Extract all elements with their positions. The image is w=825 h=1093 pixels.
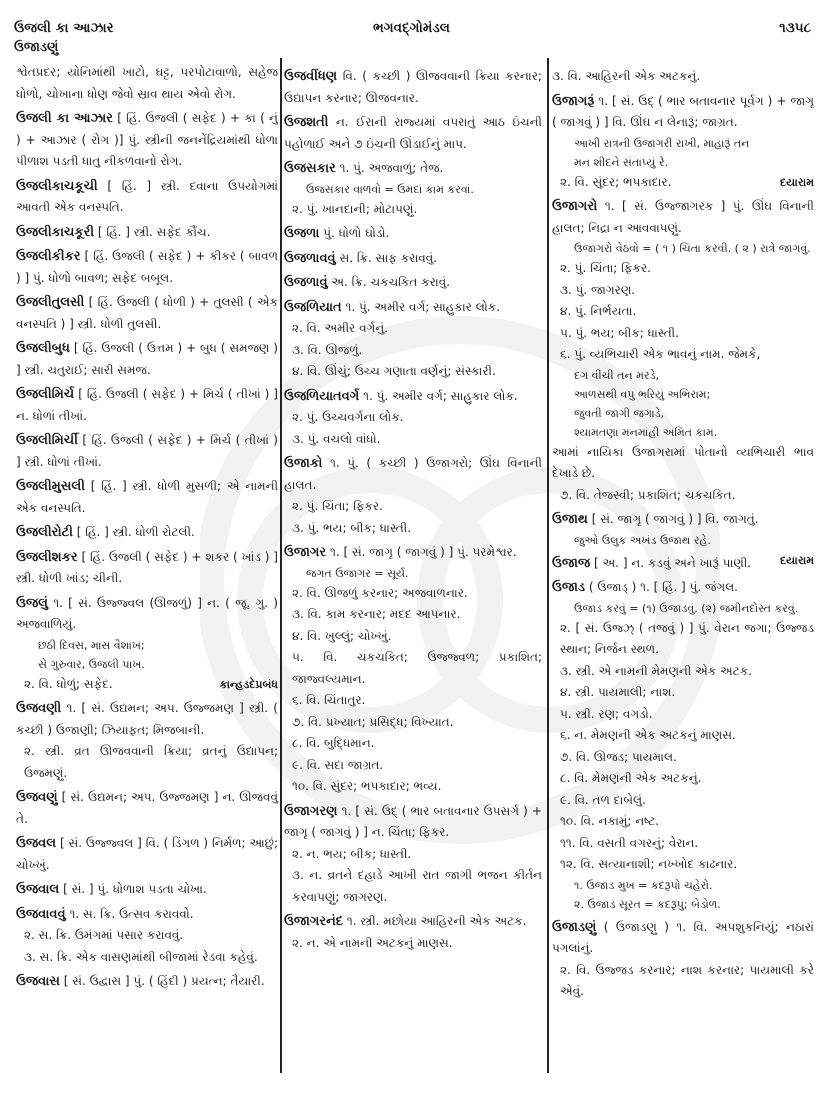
sub-sense: ૭. વિ. તેજસ્વી; પ્રકાશિત; ચકચકિત. <box>560 487 736 502</box>
definition: [ સં. ઉદ્યમન; અપ. ઉજ્જમણ ] ન. ઊજવવું તે. <box>16 790 278 826</box>
sub-sense: ૮. વિ. મેમણની એક અટકનું. <box>560 771 702 785</box>
dictionary-entry <box>284 911 542 954</box>
quotation-line: ઉજાડ કરવું = (૧) ઉજાડવું. (૨) જમીનદોસ્ત કરવું. <box>574 601 799 615</box>
page-header <box>12 20 811 42</box>
idiom-line: ૧. ઉજાડ મુખ = કદરૂપો ચહેરો. <box>574 878 713 892</box>
headword: ઉજાડણું <box>552 919 597 935</box>
dictionary-entry <box>284 542 542 798</box>
dictionary-entry <box>16 833 278 876</box>
headword: ઉજવાવવું <box>16 906 66 922</box>
quotation-line: જગત ઉજાગર = સૂર્ય. <box>306 566 409 580</box>
sub-sense: ૧૨. વિ. સત્યાનાશી; નખ્ખોદ કાઢનાર. <box>560 857 738 871</box>
dictionary-entry <box>16 522 278 544</box>
headword: ઉજલીબુધ <box>16 341 70 356</box>
headword: ઉજવલ <box>16 836 57 851</box>
dictionary-entry <box>284 248 542 270</box>
headword: ઉજલીમુસલી <box>16 479 85 494</box>
definition: [ હિં. ઉજલી ( ધોળી ) + તુલસી ( એક વનસ્પતિ ) ] સ્ત્રી. ધોળી તુલસી. <box>16 295 278 331</box>
quotation-line: ઉજાગરો વેઠવો = ( ૧ ) ચિંતા કરવી. ( ૨ ) રાત્રે જાગવું. <box>574 242 811 255</box>
dictionary-entry <box>284 297 542 383</box>
dictionary-entry <box>16 62 278 105</box>
sub-sense: ૨. પું. ચિંતા; ફિકર. <box>560 261 651 275</box>
dictionary-entry <box>16 593 278 696</box>
definition: ૧. પું. ( કચ્છી ) ઉજાગરો; ઊંઘ વિનાની હાલત. <box>284 456 542 492</box>
book-title: ભગવદ્ગોમંડલ <box>373 20 450 36</box>
definition: [ હિં. ઉજલી ( સફેદ ) + કા ( નું ) + આઝાર ( રોગ )] પું. સ્ત્રીની જનનેંદ્રિયમાંથી ધોળા પીળાશ પડતી ધાતુ નીકળવાનો રોગ. <box>16 111 278 168</box>
dictionary-entry <box>16 787 278 830</box>
dictionary-entry <box>16 292 278 335</box>
sub-sense: ૩. સ. ક્રિ. એક વાસણમાંથી બીજામાં રેડવા કહેવું. <box>24 949 258 964</box>
headword: ઉજશતી <box>284 115 329 130</box>
quotation-line: છઠી દિવસ, માસ વૈશાખ; <box>38 638 145 652</box>
sub-sense: ૬. વિ. ચિંતાતુર. <box>292 693 366 707</box>
definition: [ હિં. ઉજલી ( સફેદ ) + શકર ( ખાંડ ) ] સ્ત્રી. ધોળી ખાંડ; ચીની. <box>16 549 278 585</box>
definition: ૧. પું. અમીર વર્ગ; સાહુકાર લોક. <box>363 388 518 403</box>
headword: ઉજાગરૂં <box>552 93 595 109</box>
headword: ઉજલીમિર્ચ <box>16 387 75 402</box>
definition: ૧. પું. અજવાળું; તેજ. <box>339 161 444 175</box>
running-head-left: ઉજલી કા આઝાર <box>14 20 114 36</box>
definition: [ હિં. ઉજલી ( ઉત્તમ ) + બુધ ( સમજણ ) ] સ્ત્રી. ચતુરાઈ; સારી સમજ. <box>16 341 278 377</box>
definition: શ્વેતપ્રદર; યોનિમાંથી ખાટો, ઘટ્ટ, પરપોટાવાળો, સહેજ ધોળો, ચોખાના ધોણ જેવો સ્રાવ થાય એવો રોગ. <box>16 65 278 101</box>
dictionary-entry <box>552 577 814 914</box>
dictionary-entry <box>16 476 278 519</box>
idiom-line: ૨. ઉજાડ સૂરત = કદરૂપું; બેડોળ. <box>574 897 721 911</box>
quotation-source: દયારામ <box>779 175 814 189</box>
headword: ઉજલીતુલસી <box>16 295 85 310</box>
headword: ઉજવાલ <box>16 882 60 897</box>
sub-sense: ૨. વિ. ધોળું; સફેદ. <box>24 676 113 691</box>
dictionary-entry <box>284 223 542 245</box>
sub-sense: ૫. સ્ત્રી. રણ; વગડો. <box>560 706 653 721</box>
definition: [ હિં. ] સ્ત્રી. ધોળી મુસળી; એ નામની એક વનસ્પતિ. <box>16 479 278 515</box>
quotation-source: કાન્હડદેપ્રબંધ <box>219 677 278 691</box>
sub-sense: ૨. ન. એ નામની અટકનું માણસ. <box>292 935 453 950</box>
definition: ( ઉજાડણુ ) ૧. વિ. અપશુકનિયું; નઠારાં પગલાંનું. <box>552 919 814 955</box>
sub-sense: ૨. વિ. સુંદર; ભપકાદાર. <box>560 174 672 189</box>
sub-sense: ૭. વિ. પ્રખ્યાત; પ્રસિદ્ધ; વિખ્યાત. <box>292 714 454 729</box>
headword: ઉજળિયાત <box>284 299 342 315</box>
definition: [ હિં. ] સ્ત્રી. સફેદ કૌંચ. <box>97 224 211 239</box>
headword: ઉજાગર <box>284 545 327 560</box>
dictionary-entry <box>284 386 542 451</box>
column-2 <box>284 66 542 957</box>
definition: ૧. [ સં. જાગૃ ( જાગવું ) ] પું. પરમેશ્વર. <box>329 545 517 559</box>
definition: ૧. [ સં. ઉદ્ ( ભાર બતાવનાર પૂર્વગ ) + જાગૃ ( જાગવું ) ] વિ. ઊંઘ ન લેનારૂં; જાગ્રત. <box>552 93 814 129</box>
dictionary-entry <box>16 698 278 784</box>
sub-sense: ૪. વિ. ઊંચું; ઉચ્ચ ગણાતા વર્ણનું; સંસ્કારી. <box>292 364 496 378</box>
sub-sense: ૧૦. વિ. સુંદર; ભપકાદાર; ભવ્ય. <box>292 779 442 793</box>
headword: ઉજવણી <box>16 701 62 716</box>
running-head-sub: ઉજાડણું <box>14 40 59 55</box>
sub-sense: ૨. પું. ચિંતા; ફિકર. <box>292 499 383 513</box>
definition: સ. ક્રિ. સાફ કરાવવું. <box>339 250 438 265</box>
definition: ૧. સ્ત્રી. મછોયા આહિરની એક અટક. <box>346 914 527 928</box>
definition: ૧. સ. ક્રિ. ઉત્સવ કરાવવો. <box>69 906 194 921</box>
quotation-line: જુઓ ઉલુક અખંડ ઉજાથ રહે. <box>574 533 711 547</box>
sub-sense: ૨. વિ. અમીર વર્ગનું. <box>292 321 389 335</box>
sub-sense: ૨. પું. ઉચ્ચવર્ગના લોક. <box>292 410 404 424</box>
headword: ઉજાથ <box>552 512 588 527</box>
headword: ઉજલીશકર <box>16 549 78 565</box>
quotation-line: મન શીદને સંતાપ્યું રે. <box>574 155 669 169</box>
dictionary-entry <box>16 971 278 993</box>
sub-sense: ૭. વિ. ઊજડ; પાયમાલ. <box>560 749 677 764</box>
sub-sense: ૧૦. વિ. નકામું; નષ્ટ. <box>560 814 660 828</box>
quotation-line: સે ગુરુવાર, ઉજલી પાખ. <box>38 657 145 671</box>
sub-sense: ૩. વિ. ઊજળું. <box>292 342 363 357</box>
headword: ઉજાજ <box>552 555 591 571</box>
headword: ઉજળિયાતવર્ગ <box>284 388 360 404</box>
sub-sense: ૪. પું. નિર્ભયતા. <box>560 304 637 318</box>
dictionary-entry <box>284 112 542 155</box>
definition: [ અ. ] ન. કડવું અને ખારૂં પાણી. <box>594 555 752 570</box>
verse-line: આળસથી વપુ ભરિયું અભિરામ; <box>574 387 711 401</box>
definition: પું. ધોળો ઘોડો. <box>323 226 390 240</box>
dictionary-entry <box>284 453 542 539</box>
headword: ઉજલીકીકર <box>16 249 81 264</box>
sub-sense: ૯. વિ. સદા જાગ્રત. <box>292 757 384 772</box>
dictionary-entry <box>16 547 278 590</box>
dictionary-entry <box>16 222 278 244</box>
sub-sense: ૩. સ્ત્રી. એ નામની મેમણની એક અટક. <box>560 663 752 678</box>
sub-sense: ૬. ન. મેમણની એક અટકનું માણસ. <box>560 728 736 742</box>
headword: ઉજળાવું <box>284 275 328 290</box>
sub-sense: ૨. પું. ખાનદાની; મોટાપણું. <box>292 201 418 216</box>
definition: ૧. [ સં. ઉજ્જ્વલ (ઊજળું) ] ન. ( જૂ. ગુ. ) અજવાળિયું. <box>16 595 278 631</box>
definition: [ સં. ] પું. ધોળાશ પડતા ચોખા. <box>63 882 207 896</box>
dictionary-entry <box>16 879 278 901</box>
definition: ( ઉજાડ્ ) ૧. [ હિં. ] પું. જંગલ. <box>588 580 738 594</box>
verse-line: શ્યામતણા મનમાંહી અમિત કામ. <box>574 425 718 439</box>
dictionary-entry <box>552 66 814 88</box>
definition: [ હિં. ઉજલી ( સફેદ ) + મિર્ચ ( તીખાં ) ] સ્ત્રી. ધોળાં તીખાં. <box>16 433 278 469</box>
definition: [ હિં. ] સ્ત્રી. ધોળી રોટલી. <box>76 525 195 539</box>
sub-sense: ૪. સ્ત્રી. પાયમાલી; નાશ. <box>560 685 676 699</box>
sub-sense: ૩. પું. ભય; બીક; ધાસ્તી. <box>292 520 412 535</box>
column-3 <box>552 66 814 1006</box>
definition: [ સં. ઉદ્વાસ ] પું. ( હિંદી ) પ્રયત્ન; તૈયારી. <box>63 974 265 988</box>
headword: ઉજલી કા આઝાર <box>16 111 113 126</box>
definition: અ. ક્રિ. ચકચકિત કરાવું. <box>331 275 451 289</box>
definition: [ સં. જાગૃ ( જાગવું ) ] વિ. જાગતું. <box>591 512 759 526</box>
sub-sense: ૧૧. વિ. વસતી વગરનું; વેરાન. <box>560 835 699 850</box>
sub-sense: ૩. પું. જાગરણ. <box>560 282 636 297</box>
headword: ઉજલીકાચકૂરી <box>16 224 95 240</box>
headword: ઉજવીંધણ <box>284 69 338 84</box>
definition: [ હિં. ઉજલી ( સફેદ ) + મિર્ચ ( તીખાં ) ] ન. ધોળાં તીખાં. <box>16 387 278 423</box>
note: આમાં નાયિકા ઉજાગરામાં પોતાનો વ્યભિચારી ભાવ દેખાડે છે. <box>552 444 814 480</box>
dictionary-entry <box>552 91 814 194</box>
sub-sense: ૨. સ. ક્રિ. ઉમંગમાં પસાર કરાવવું. <box>24 928 184 942</box>
definition: [ હિં. ઉજલી ( સફેદ ) + કીકર ( બાવળ ) ] પું. ધોળો બાવળ; સફેદ બબૂલ. <box>16 249 278 285</box>
sub-sense: ૫. પું. ભય; બીક; ધાસ્તી. <box>560 325 679 340</box>
column-divider <box>280 58 282 1073</box>
dictionary-entry <box>552 553 814 575</box>
headword: ઉજાડ <box>552 580 586 595</box>
sub-sense: ૮. વિ. બુદ્ધિમાન. <box>292 736 375 750</box>
headword: ઉજાગરનંદ <box>284 914 344 929</box>
column-divider <box>547 58 549 1073</box>
column-1 <box>16 62 278 996</box>
definition: [ હિં. ] સ્ત્રી. દવાના ઉપયોગમાં આવતી એક વનસ્પતિ. <box>16 178 278 214</box>
quotation-source: દયારામ <box>779 553 814 567</box>
definition: વિ. ( કચ્છી ) ઊજવવાની ક્રિયા કરનાર; ઉદ્યાપન કરનાર; ઊજવનાર. <box>284 69 542 105</box>
headword: ઉજાગરણ <box>284 803 338 819</box>
dictionary-entry <box>16 338 278 381</box>
headword: ઉજલીરોટી <box>16 525 73 540</box>
sub-sense: ૫. વિ. ચકચકિત; ઉજ્જ્વળ; પ્રકાશિત; જાજ્વલ્યમાન. <box>292 650 542 686</box>
verse-line: દગ વીંચી તન મરડે, <box>574 368 660 382</box>
definition: ન. ઈરાની રાજ્યમાં વપરાતું આઠ ઇંચની પહોળાઈ અને ૭ ઇંચની ઊંડાઈનું માપ. <box>284 115 542 151</box>
dictionary-entry <box>16 904 278 969</box>
sub-sense: ૯. વિ. તળ દાબેલું. <box>560 792 646 807</box>
page-number: ૧૩૫૮ <box>779 20 811 36</box>
sub-sense: ૩. પું. વચલો વાંધો. <box>292 431 381 446</box>
dictionary-entry <box>552 196 814 506</box>
dictionary-entry <box>284 272 542 294</box>
dictionary-entry <box>16 108 278 173</box>
headword: ઉજલીમિર્ચી <box>16 433 78 448</box>
headword: ઉજાગરો <box>552 199 598 214</box>
dictionary-entry <box>16 246 278 289</box>
dictionary-entry <box>284 801 542 909</box>
quotation-line: આખી રાત્રની ઉજાગરી રાખી, માહારૂં તન <box>574 136 750 150</box>
verse-line: જુવતી જાગી જગાડે, <box>574 406 665 420</box>
headword: ઉજલીકાચકૂચી <box>16 178 98 194</box>
sub-sense: ૪. વિ. ખુલ્લું; ચોખ્ખું. <box>292 628 392 643</box>
sub-sense: ૨. ન. ભય; બીક; ધાસ્તી. <box>292 846 412 861</box>
quotation-line: ઉજસકાર વાળવો = ઉમદાં કામ કરવાં. <box>306 182 474 196</box>
headword: ઉજળા <box>284 226 320 241</box>
sub-sense: ૬. પું. વ્યભિચારી એક ભાવનું નામ. જેમકે, <box>560 347 761 361</box>
sub-sense: ૨. વિ. ઊજળું કરનાર; અજવાળનાર. <box>292 585 468 600</box>
headword: ઉજસકાર <box>284 161 336 176</box>
definition: ૧. [ સં. ઉદ્યમન; અપ. ઉજ્જમણ ] સ્ત્રી. ( કચ્છી ) ઉજાણી; ઝિયાફત; મિજબાની. <box>16 701 278 737</box>
headword: ઉજાકો <box>284 456 323 471</box>
sub-sense: ૨. વિ. ઉજ્જડ કરનાર; નાશ કરનાર; પાયમાલી કરે એવું. <box>560 962 814 998</box>
dictionary-entry <box>16 430 278 473</box>
sub-sense: ૩. વિ. કામ કરનાર; મદદ આપનાર. <box>292 607 461 621</box>
definition: ૧. પું. અમીર વર્ગ; સાહુકાર લોક. <box>345 299 501 314</box>
dictionary-entry <box>552 917 814 1003</box>
headword: ઉજળાવવું <box>284 250 336 266</box>
headword: ઉજવણું <box>16 790 58 805</box>
dictionary-entry <box>16 384 278 427</box>
dictionary-entry <box>284 158 542 220</box>
dictionary-entry <box>284 66 542 109</box>
definition: [ સં. ઉજ્જ્વલ ] વિ. ( ડિંગળ ) નિર્મળ; આછું; ચોખ્ખું. <box>16 836 278 872</box>
sub-sense: ૨. [ સં. ઉજ્ઝ્ ( તજવું ) ] પું. વેરાન જગા; ઉજ્જડ સ્થાન; નિર્જન સ્થળ. <box>560 620 814 656</box>
dictionary-entry <box>16 176 278 219</box>
headword: ઉજલું <box>16 595 48 611</box>
definition: ૧. [ સં. ઉદ્ ( ભાર બતાવનાર ઉપસર્ગ ) + જાગૃ ( જાગવું ) ] ન. ચિંતા; ફિકર. <box>284 803 542 839</box>
headword: ઉજવાસ <box>16 974 60 989</box>
sub-sense: ૩. ન. વ્રતને દહાડે આખી રાત જાગી ભજન કીર્તન કરવાપણું; જાગરણ. <box>292 868 542 904</box>
definition: ૩. વિ. આહિરની એક અટકનું. <box>552 69 701 83</box>
definition: ૧. [ સં. ઉજ્જાગરક ] પું. ઊંઘ વિનાની હાલત; નિદ્રા ન આવવાપણું. <box>552 199 814 235</box>
sub-sense: ૨. સ્ત્રી. વ્રત ઊજવવાની ક્રિયા; વ્રતનું ઉદ્યાપન; ઉજમણું. <box>24 744 278 780</box>
